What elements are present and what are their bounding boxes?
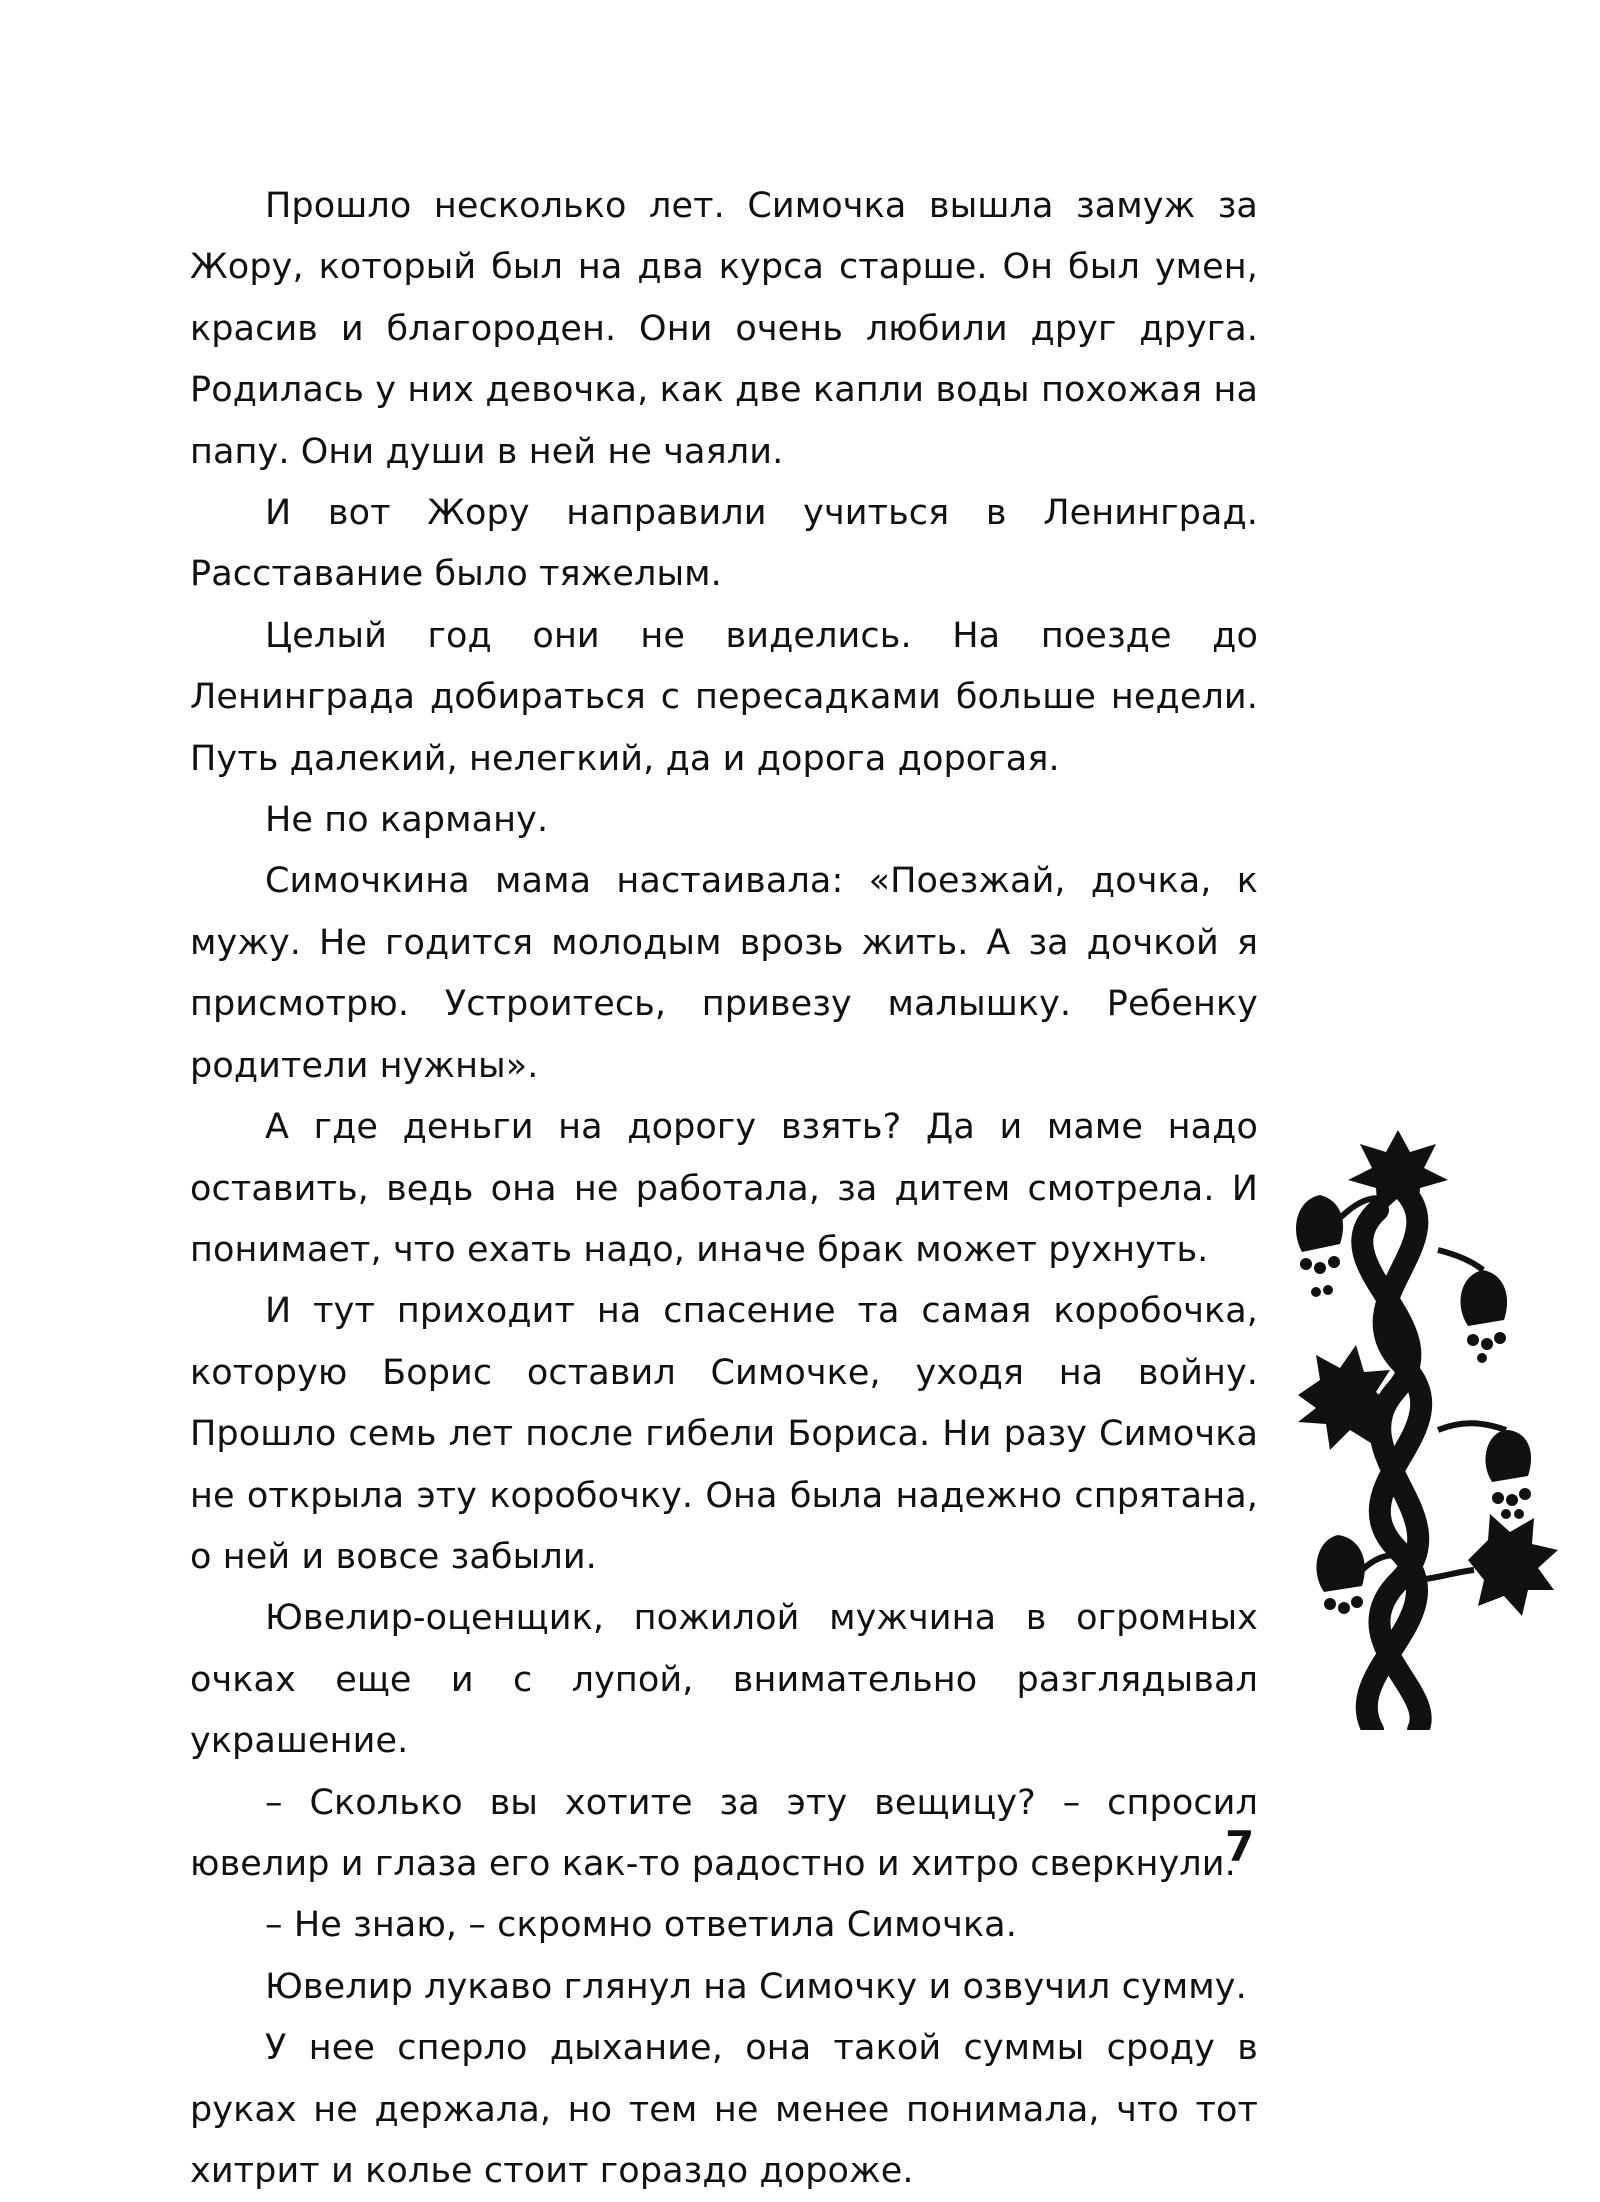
paragraph: – Сколько вы хотите за эту вещицу? – спросил ювелир и глаза его как-то радостно и хитро сверкнули. [190, 1782, 1258, 1884]
floral-vine-icon [1278, 1130, 1568, 1730]
paragraph: Прошло несколько лет. Симочка вышла замуж за Жору, который был на два курса старше. Он был умен, красив и благороден. Они очень любили друг друга. Родилась у них девочка, как две капли воды похожая на папу. Они души в ней не чаяли. [190, 186, 1258, 472]
paragraph: У нее сперло дыхание, она такой суммы сроду в руках не держала, но тем не менее понимала, что тот хитрит и колье стоит гораздо дороже. [190, 2028, 1258, 2191]
paragraph: Не по карману. [265, 800, 549, 841]
paragraph: Ювелир-оценщик, пожилой мужчина в огромных очках еще и с лупой, внимательно разглядывал украшение. [190, 1598, 1258, 1762]
paragraph: Целый год они не виделись. На поезде до Ленинграда добираться с пересадками больше недели. Путь далекий, нелегкий, да и дорога дорогая. [190, 615, 1258, 779]
paragraph: – Не знаю, – скромно ответила Симочка. [265, 1905, 1017, 1946]
paragraph: И вот Жору направили учиться в Ленинград. Расставание было тяжелым. [190, 493, 1258, 595]
paragraph: И тут приходит на спасение та самая коробочка, которую Борис оставил Симочке, уходя на войну. Прошло семь лет после гибели Бориса. Ни разу Симочка не открыла эту коробочку. Она была надежно спрятана, о ней и вовсе забыли. [190, 1291, 1258, 1577]
paragraph: Ювелир лукаво глянул на Симочку и озвучил сумму. [265, 1966, 1247, 2007]
paragraph: А где деньги на дорогу взять? Да и маме надо оставить, ведь она не работала, за дитем смотрела. И понимает, что ехать надо, иначе брак может рухнуть. [190, 1107, 1258, 1270]
page-number: 7 [1225, 1822, 1255, 1871]
page-text [190, 176, 1258, 2202]
paragraph: Симочкина мама настаивала: «Поезжай, дочка, к мужу. Не годится молодым врозь жить. А за дочкой я присмотрю. Устроитесь, привезу малышку. Ребенку родители нужны». [190, 861, 1258, 1086]
